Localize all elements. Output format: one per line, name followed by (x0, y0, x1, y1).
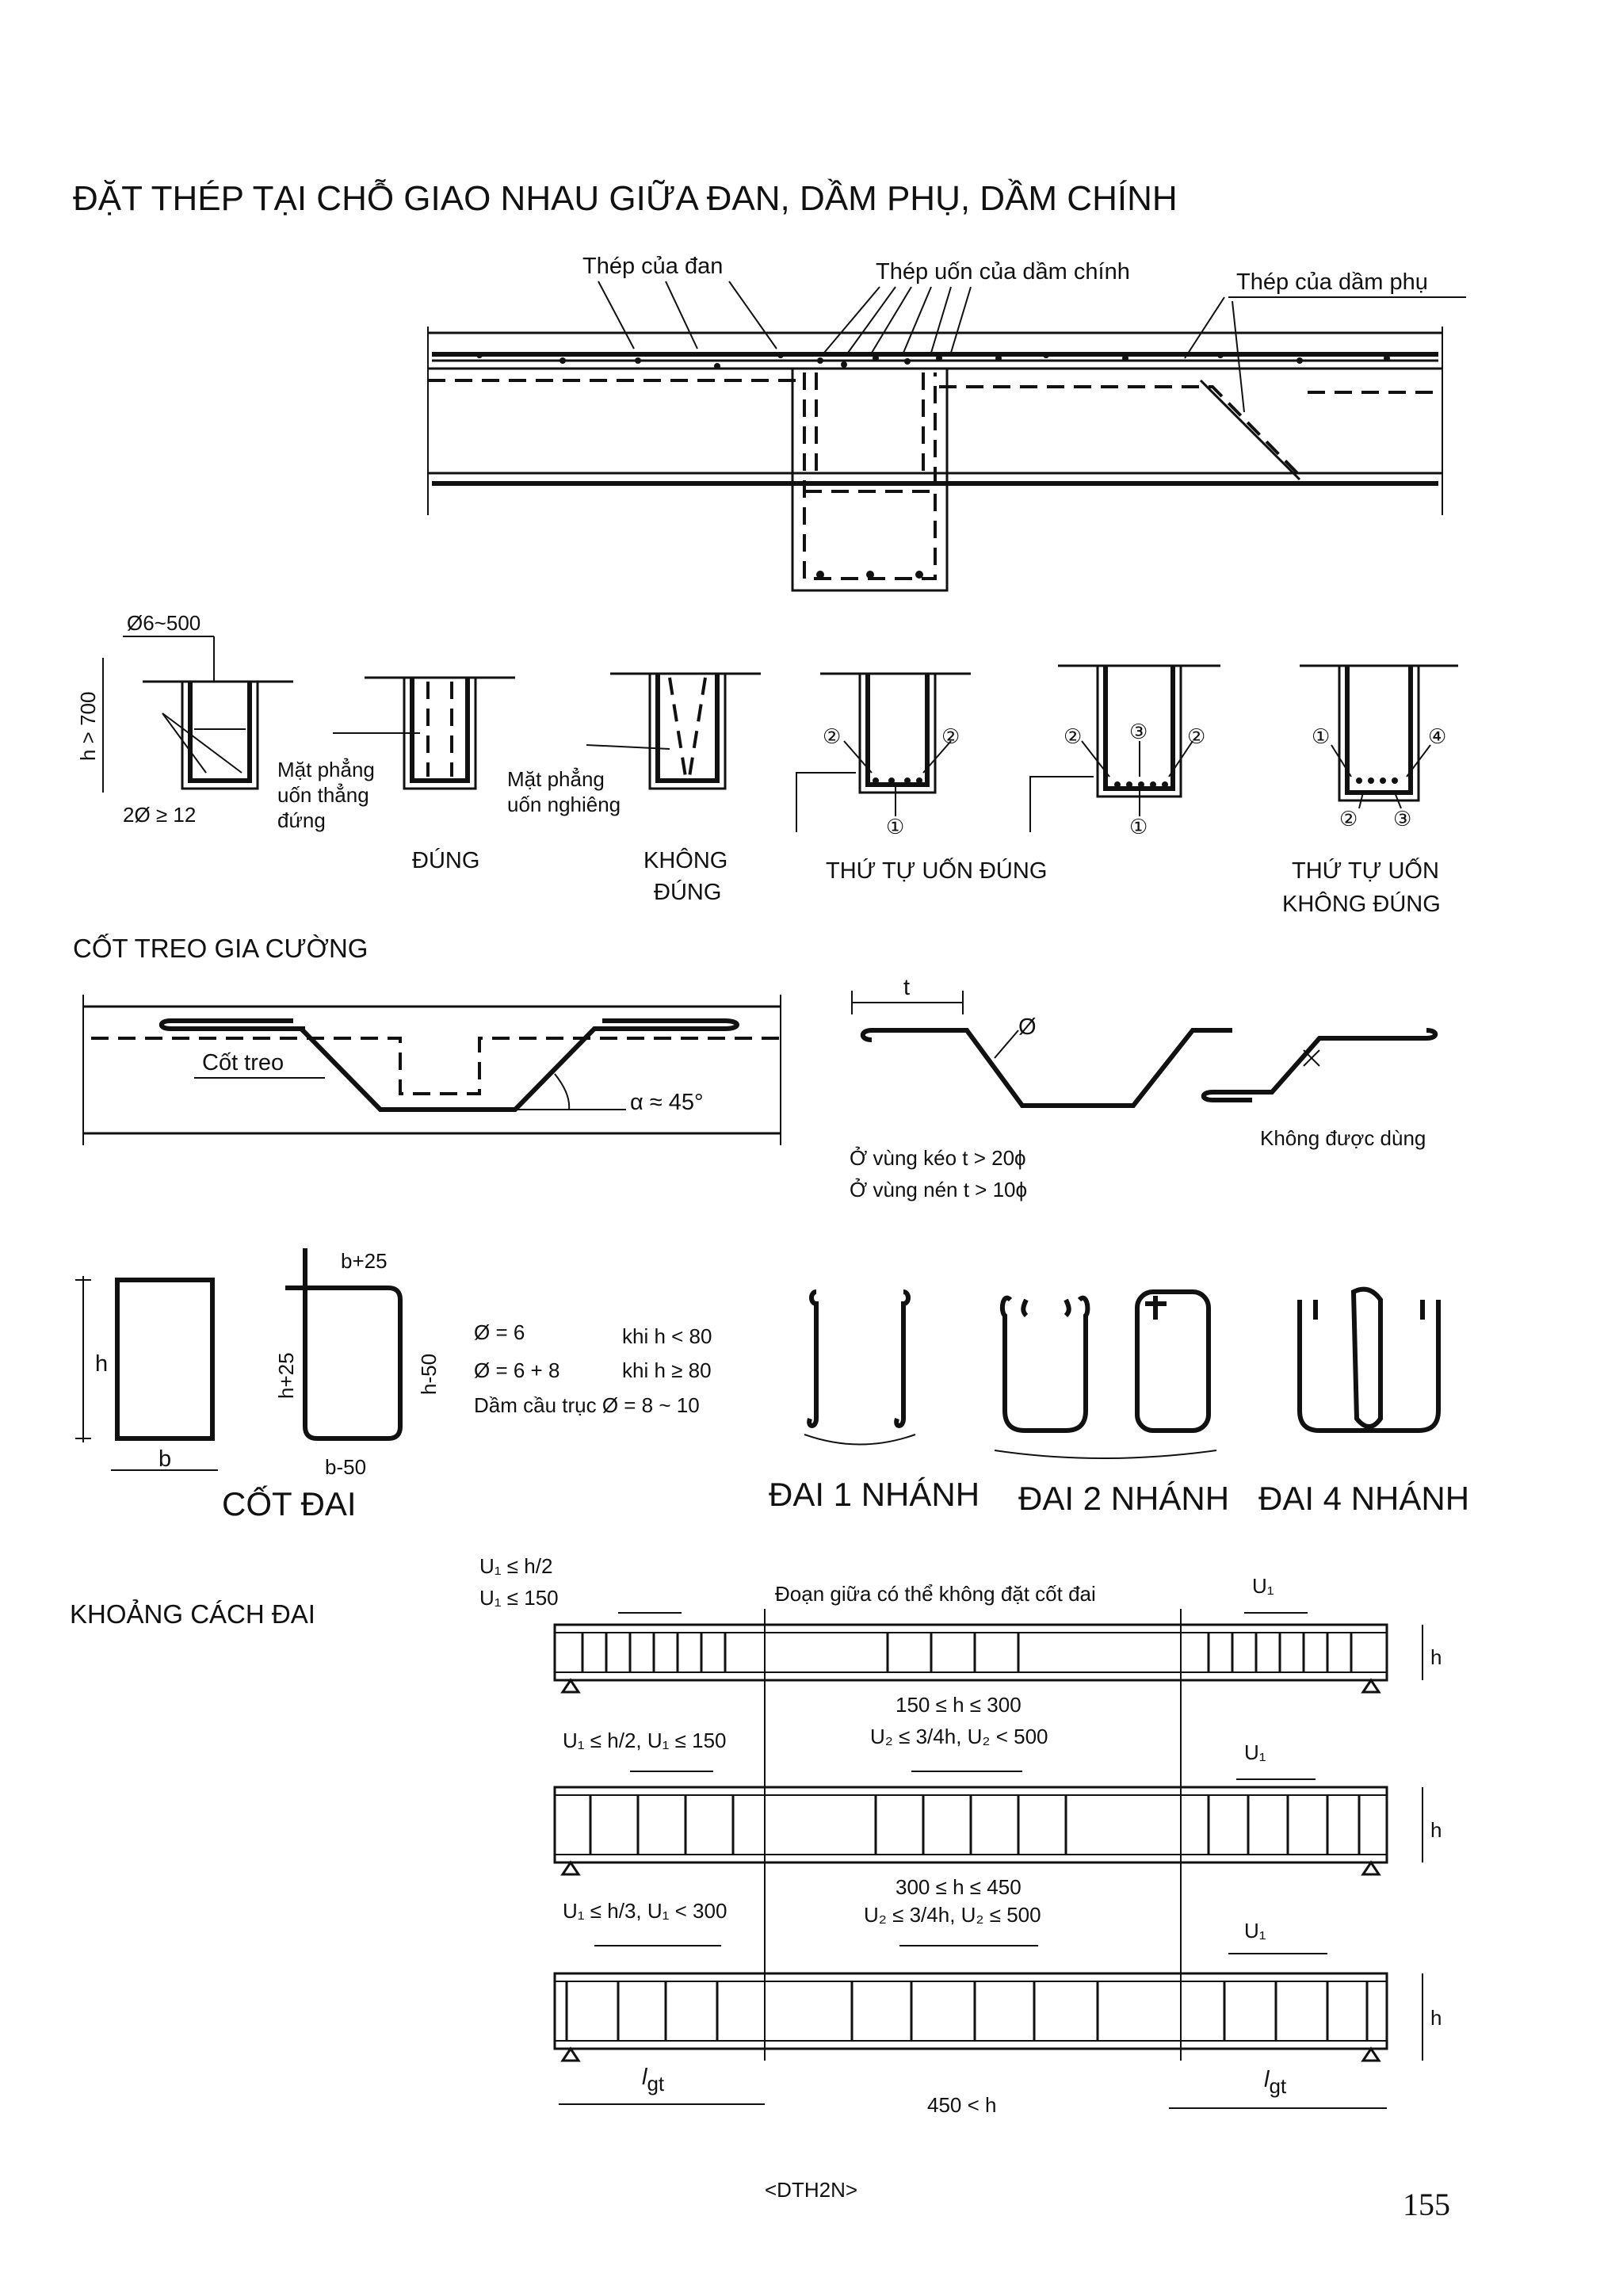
main-beam-bent-steel-label: Thép uốn của dầm chính (876, 259, 1130, 285)
compression-zone-text: Ở vùng nén t > 10ϕ (850, 1178, 1028, 1201)
slab-steel-label: Thép của đan (582, 254, 724, 279)
section-incorrect (507, 674, 761, 905)
stirrup-caption: CỐT ĐAI (222, 1485, 357, 1522)
beam1-u1-right: U₁ (1252, 1574, 1274, 1598)
section-order-incorrect (1282, 666, 1458, 917)
incorrect-label-2: ĐÚNG (654, 880, 722, 905)
beam2-u1-rule: U₁ ≤ h/2, U₁ ≤ 150 (563, 1729, 727, 1752)
stirrup-b-label: b (158, 1446, 172, 1472)
order-incorrect-label-1: THỨ TỰ UỐN (1292, 858, 1439, 884)
marker-2e: ② (1339, 807, 1358, 831)
diameter-label: Ø (1018, 1014, 1037, 1040)
beam3-stirrups (567, 1981, 1367, 2041)
beam3-u1-right: U₁ (1244, 1919, 1266, 1943)
beam3-range: 300 ≤ h ≤ 450 (896, 1875, 1022, 1899)
bent-bars-sections (76, 611, 1458, 917)
marker-2b: ② (941, 724, 960, 748)
not-allowed-text: Không được dùng (1260, 1126, 1426, 1150)
dim-h25: h+25 (274, 1352, 298, 1399)
order-incorrect-label-2: KHÔNG ĐÚNG (1282, 892, 1441, 917)
correct-label: ĐÚNG (412, 848, 480, 873)
incorrect-label-1: KHÔNG (643, 848, 728, 873)
height-label: h > 700 (76, 691, 100, 761)
beam2-range: 150 ≤ h ≤ 300 (896, 1693, 1022, 1717)
beam3-u1-rule: U₁ ≤ h/3, U₁ < 300 (563, 1899, 727, 1923)
page-title: ĐẶT THÉP TẠI CHỖ GIAO NHAU GIỮA ĐAN, DẦM PHỤ, DẦM CHÍNH (73, 179, 1178, 218)
tension-zone-text: Ở vùng kéo t > 20ϕ (850, 1146, 1026, 1170)
rule-2-dia: Ø = 6 + 8 (474, 1358, 560, 1382)
vertical-plane-label-3: đứng (277, 808, 326, 832)
slab-beam-intersection-drawing (428, 254, 1466, 590)
deep-beam-label: 450 < h (927, 2093, 997, 2117)
section-order-correct-a (796, 674, 1047, 884)
leader-lines (598, 281, 1244, 412)
beam2-u1-right: U₁ (1244, 1740, 1266, 1764)
beam3-h-label: h (1430, 2006, 1442, 2030)
dim-h50: h-50 (417, 1353, 441, 1395)
beam2-u2-rule: U₂ ≤ 3/4h, U₂ < 500 (870, 1725, 1048, 1748)
marker-1a: ① (886, 815, 905, 839)
four-leg-caption: ĐAI 4 NHÁNH (1258, 1480, 1470, 1517)
vertical-plane-label-2: uốn thẳng (277, 783, 369, 807)
lgt-right-label (1264, 2067, 1287, 2098)
marker-2a: ② (823, 724, 842, 748)
hanger-label: Cốt treo (202, 1050, 285, 1075)
lap-length-label: t (903, 975, 911, 1000)
footer-code: <DTH2N> (765, 2178, 858, 2202)
stirrup-spacing-drawing (70, 1554, 1442, 2117)
beam2-h-label: h (1430, 1818, 1442, 1842)
marker-3b: ③ (1393, 807, 1412, 831)
marker-2c: ② (1064, 724, 1083, 748)
marker-1c: ① (1312, 724, 1331, 748)
beam1-u1-rule-2: U₁ ≤ 150 (479, 1586, 559, 1610)
section-vertical-plane (123, 682, 293, 827)
hanger-heading: CỐT TREO GIA CƯỜNG (73, 934, 369, 963)
lgt-left-sub: gt (647, 2072, 665, 2095)
crane-beam-rule: Dầm cầu trục Ø = 8 ~ 10 (474, 1393, 700, 1417)
beam1-middle-note: Đoạn giữa có thể không đặt cốt đai (775, 1582, 1096, 1606)
bar-number-markers (823, 720, 1446, 839)
beam1-h-label: h (1430, 1645, 1442, 1669)
beam1-u1-rule-1: U₁ ≤ h/2 (479, 1554, 553, 1578)
rule-2-cond: khi h ≥ 80 (622, 1358, 712, 1382)
lgt-right-sub: gt (1269, 2074, 1287, 2098)
dim-b25: b+25 (341, 1249, 388, 1273)
rule-1-cond: khi h < 80 (622, 1324, 712, 1348)
marker-1b: ① (1129, 815, 1148, 839)
section-correct (277, 678, 515, 873)
spacing-heading: KHOẢNG CÁCH ĐAI (70, 1599, 315, 1629)
lgt-left-label (642, 2065, 665, 2095)
beam3-u2-rule: U₂ ≤ 3/4h, U₂ ≤ 500 (864, 1903, 1041, 1927)
order-correct-label: THỨ TỰ UỐN ĐÚNG (826, 858, 1048, 884)
rule-1-dia: Ø = 6 (474, 1320, 525, 1344)
marker-3a: ③ (1129, 720, 1148, 743)
section-order-correct-b (1030, 666, 1220, 832)
beam2-stirrups (590, 1795, 1359, 1855)
inclined-plane-label-1: Mặt phẳng (507, 767, 605, 791)
stirrups-drawing (75, 1248, 1469, 1522)
dim-b50: b-50 (325, 1455, 367, 1479)
angle-label: α ≈ 45° (630, 1090, 704, 1115)
single-leg-caption: ĐAI 1 NHÁNH (769, 1476, 980, 1513)
stirrup-spacing-label: Ø6~500 (127, 611, 201, 635)
secondary-beam-steel-label: Thép của dầm phụ (1236, 269, 1428, 295)
marker-2d: ② (1187, 724, 1206, 748)
stirrup-outline (117, 1280, 212, 1438)
two-leg-caption: ĐAI 2 NHÁNH (1018, 1480, 1230, 1517)
lgt-right-letter: l (1264, 2067, 1270, 2092)
vertical-plane-label-1: Mặt phẳng (277, 758, 375, 781)
bars-label: 2Ø ≥ 12 (123, 803, 197, 827)
stirrup-h-label: h (95, 1351, 109, 1377)
lgt-left-letter: l (642, 2065, 647, 2090)
marker-4a: ④ (1428, 724, 1447, 748)
inclined-plane-label-2: uốn nghiêng (507, 793, 621, 816)
hanger-bars-drawing (73, 933, 1435, 1201)
page-number: 155 (1403, 2187, 1450, 2222)
beam1-stirrups (582, 1633, 1351, 1672)
